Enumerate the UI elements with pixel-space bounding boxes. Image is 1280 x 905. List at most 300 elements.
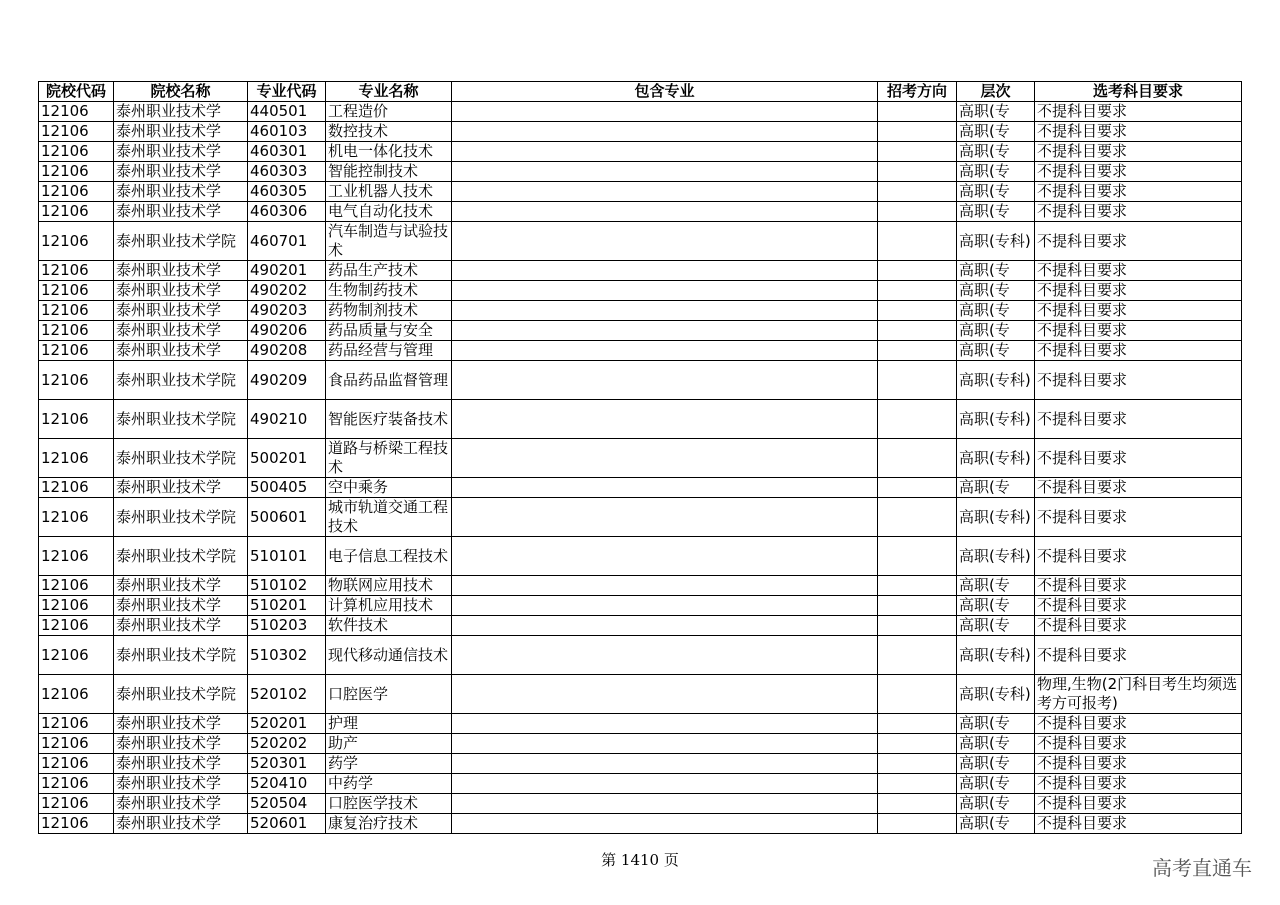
cell-direction [878,162,957,182]
cell-school-code-text: 12106 [41,714,89,732]
cell-school-name-text: 泰州职业技术学 [116,142,222,160]
cell-major-code-text: 460301 [250,142,308,160]
cell-direction [878,261,957,281]
cell-major-code-text: 520102 [250,684,308,703]
cell-school-name-text: 泰州职业技术学院 [116,507,237,526]
cell-subject-requirements-text: 不提科目要求 [1037,576,1128,594]
cell-level-text: 高职(专 [959,814,1010,832]
cell-school-code [39,714,114,734]
cell-major-name-text: 药学 [328,754,359,772]
cell-school-name-text: 泰州职业技术学 [116,734,222,752]
cell-direction [878,814,957,834]
table-row [39,162,1242,182]
cell-major-name [326,537,452,576]
cell-level [957,616,1035,636]
cell-school-code [39,636,114,675]
cell-school-code [39,321,114,341]
cell-subject-requirements-text: 不提科目要求 [1037,448,1128,467]
table-row [39,400,1242,439]
header-school-name: 院校名称 [114,82,248,102]
cell-school-name-text: 泰州职业技术学 [116,281,222,299]
cell-included-majors [452,537,878,576]
cell-school-code-text: 12106 [41,507,89,526]
cell-level-text: 高职(专 [959,142,1010,160]
cell-level-text: 高职(专 [959,261,1010,279]
cell-major-code [248,498,326,537]
cell-major-code [248,341,326,361]
cell-subject-requirements-text: 不提科目要求 [1037,341,1128,359]
cell-included-majors [452,301,878,321]
cell-major-code [248,281,326,301]
cell-subject-requirements [1035,400,1242,439]
cell-direction [878,202,957,222]
cell-school-code-text: 12106 [41,370,89,389]
table-row [39,774,1242,794]
cell-subject-requirements [1035,576,1242,596]
cell-school-name [114,537,248,576]
cell-direction [878,596,957,616]
cell-major-code [248,301,326,321]
cell-school-code-text: 12106 [41,281,89,299]
cell-subject-requirements [1035,261,1242,281]
cell-included-majors [452,202,878,222]
table-row [39,596,1242,616]
table-row [39,222,1242,261]
cell-school-code-text: 12106 [41,754,89,772]
cell-major-name-text: 口腔医学 [328,684,389,703]
cell-school-name [114,675,248,714]
cell-school-name-text: 泰州职业技术学 [116,814,222,832]
cell-school-name [114,321,248,341]
cell-included-majors [452,182,878,202]
cell-direction [878,122,957,142]
cell-subject-requirements [1035,498,1242,537]
cell-included-majors [452,794,878,814]
cell-included-majors [452,498,878,537]
cell-subject-requirements-text: 不提科目要求 [1037,370,1128,389]
cell-level-text: 高职(专 [959,182,1010,200]
cell-subject-requirements [1035,341,1242,361]
cell-major-name [326,222,452,261]
cell-major-name [326,498,452,537]
cell-major-name [326,341,452,361]
cell-included-majors [452,122,878,142]
cell-school-code [39,734,114,754]
cell-subject-requirements [1035,222,1242,261]
cell-subject-requirements-text: 不提科目要求 [1037,546,1128,565]
cell-subject-requirements [1035,142,1242,162]
cell-level [957,478,1035,498]
cell-level-text: 高职(专 [959,102,1010,120]
cell-level-text: 高职(专 [959,478,1010,496]
cell-direction [878,754,957,774]
cell-direction [878,102,957,122]
cell-school-code-text: 12106 [41,341,89,359]
cell-school-name [114,122,248,142]
cell-school-name [114,341,248,361]
cell-direction [878,616,957,636]
cell-school-code [39,794,114,814]
cell-school-name-text: 泰州职业技术学院 [116,409,237,428]
cell-major-code [248,202,326,222]
cell-major-code-text: 520201 [250,714,308,732]
cell-subject-requirements [1035,814,1242,834]
cell-major-code-text: 490201 [250,261,308,279]
cell-subject-requirements-text: 不提科目要求 [1037,321,1128,339]
cell-major-code-text: 500601 [250,507,308,526]
cell-level-text: 高职(专 [959,596,1010,614]
table-row [39,734,1242,754]
cell-level-text: 高职(专 [959,576,1010,594]
cell-major-name [326,261,452,281]
cell-level-text: 高职(专科) [959,684,1031,703]
cell-subject-requirements [1035,202,1242,222]
cell-major-code [248,537,326,576]
cell-major-code [248,478,326,498]
cell-major-name [326,576,452,596]
cell-subject-requirements [1035,596,1242,616]
cell-direction [878,361,957,400]
cell-major-code [248,734,326,754]
cell-major-name-text: 汽车制造与试验技术 [328,222,449,259]
cell-direction [878,734,957,754]
cell-major-name-text: 药物制剂技术 [328,301,419,319]
cell-major-code [248,754,326,774]
cell-major-code-text: 490203 [250,301,308,319]
cell-level [957,774,1035,794]
cell-major-name [326,734,452,754]
table-row [39,361,1242,400]
cell-school-code-text: 12106 [41,645,89,664]
cell-school-name [114,794,248,814]
cell-major-name [326,182,452,202]
cell-major-code-text: 500201 [250,448,308,467]
cell-included-majors [452,596,878,616]
cell-subject-requirements [1035,675,1242,714]
cell-subject-requirements-text: 不提科目要求 [1037,231,1128,250]
table-row [39,202,1242,222]
cell-subject-requirements [1035,537,1242,576]
cell-school-code [39,439,114,478]
cell-major-name-text: 药品经营与管理 [328,341,434,359]
cell-level-text: 高职(专 [959,162,1010,180]
cell-subject-requirements-text: 不提科目要求 [1037,507,1128,526]
cell-major-code-text: 490209 [250,370,308,389]
cell-major-name [326,794,452,814]
cell-major-name [326,122,452,142]
cell-level-text: 高职(专 [959,321,1010,339]
cell-major-name [326,714,452,734]
cell-level-text: 高职(专 [959,281,1010,299]
cell-major-name-text: 工业机器人技术 [328,182,434,200]
cell-subject-requirements-text: 不提科目要求 [1037,202,1128,220]
cell-school-code [39,341,114,361]
cell-major-code-text: 520202 [250,734,308,752]
cell-school-code [39,616,114,636]
cell-level-text: 高职(专科) [959,507,1031,526]
cell-major-code-text: 460701 [250,231,308,250]
cell-school-code [39,122,114,142]
cell-school-code [39,754,114,774]
cell-school-name-text: 泰州职业技术学 [116,301,222,319]
cell-major-name [326,596,452,616]
cell-direction [878,675,957,714]
cell-included-majors [452,142,878,162]
cell-subject-requirements [1035,636,1242,675]
cell-major-code [248,321,326,341]
cell-major-code [248,596,326,616]
cell-level [957,142,1035,162]
cell-major-code [248,814,326,834]
cell-school-code-text: 12106 [41,321,89,339]
cell-direction [878,537,957,576]
cell-major-name-text: 城市轨道交通工程技术 [328,498,449,535]
table-row [39,754,1242,774]
cell-subject-requirements [1035,281,1242,301]
table-row [39,142,1242,162]
cell-major-name-text: 护理 [328,714,359,732]
cell-subject-requirements-text: 不提科目要求 [1037,734,1128,752]
cell-major-name [326,478,452,498]
cell-subject-requirements-text: 不提科目要求 [1037,814,1128,832]
cell-major-code-text: 520601 [250,814,308,832]
cell-direction [878,478,957,498]
cell-level [957,261,1035,281]
cell-school-code-text: 12106 [41,448,89,467]
cell-level [957,734,1035,754]
cell-subject-requirements [1035,122,1242,142]
cell-level [957,341,1035,361]
cell-major-name-text: 机电一体化技术 [328,142,434,160]
cell-school-code [39,182,114,202]
cell-included-majors [452,814,878,834]
cell-subject-requirements-text: 不提科目要求 [1037,261,1128,279]
cell-direction [878,301,957,321]
cell-school-code-text: 12106 [41,684,89,703]
cell-school-name-text: 泰州职业技术学 [116,102,222,120]
cell-major-name-text: 药品质量与安全 [328,321,434,339]
cell-level [957,202,1035,222]
cell-school-code-text: 12106 [41,202,89,220]
cell-major-name-text: 计算机应用技术 [328,596,434,614]
cell-school-name [114,774,248,794]
cell-major-name-text: 生物制药技术 [328,281,419,299]
cell-subject-requirements-text: 不提科目要求 [1037,794,1128,812]
cell-level [957,361,1035,400]
cell-major-code [248,102,326,122]
cell-school-name-text: 泰州职业技术学 [116,714,222,732]
table-row [39,814,1242,834]
cell-major-code [248,162,326,182]
cell-level [957,714,1035,734]
cell-major-name [326,361,452,400]
cell-school-code-text: 12106 [41,301,89,319]
cell-school-code-text: 12106 [41,576,89,594]
cell-level [957,162,1035,182]
table-row [39,301,1242,321]
cell-major-name-text: 空中乘务 [328,478,389,496]
cell-direction [878,498,957,537]
cell-major-code [248,616,326,636]
cell-major-code [248,675,326,714]
cell-major-code-text: 510302 [250,645,308,664]
cell-subject-requirements [1035,439,1242,478]
cell-subject-requirements-text: 不提科目要求 [1037,142,1128,160]
cell-direction [878,794,957,814]
cell-direction [878,714,957,734]
cell-included-majors [452,636,878,675]
cell-school-name-text: 泰州职业技术学 [116,794,222,812]
cell-included-majors [452,734,878,754]
cell-included-majors [452,281,878,301]
header-direction: 招考方向 [878,82,957,102]
cell-major-name-text: 口腔医学技术 [328,794,419,812]
cell-major-code [248,576,326,596]
cell-major-code-text: 460303 [250,162,308,180]
cell-school-code-text: 12106 [41,596,89,614]
cell-level-text: 高职(专科) [959,546,1031,565]
cell-subject-requirements-text: 不提科目要求 [1037,645,1128,664]
cell-school-code [39,537,114,576]
cell-school-name-text: 泰州职业技术学院 [116,684,237,703]
cell-level [957,498,1035,537]
cell-school-code-text: 12106 [41,102,89,120]
cell-school-name-text: 泰州职业技术学 [116,478,222,496]
cell-level [957,182,1035,202]
cell-school-code-text: 12106 [41,814,89,832]
cell-major-name-text: 助产 [328,734,359,752]
table-row [39,281,1242,301]
cell-major-name [326,636,452,675]
cell-school-name [114,162,248,182]
cell-included-majors [452,478,878,498]
cell-included-majors [452,714,878,734]
table-row [39,182,1242,202]
cell-subject-requirements [1035,774,1242,794]
cell-major-code-text: 520504 [250,794,308,812]
cell-school-code-text: 12106 [41,182,89,200]
cell-major-name-text: 电气自动化技术 [328,202,434,220]
cell-school-name [114,576,248,596]
cell-level [957,754,1035,774]
cell-school-code [39,596,114,616]
cell-major-code [248,400,326,439]
cell-level-text: 高职(专科) [959,448,1031,467]
cell-school-code [39,102,114,122]
cell-included-majors [452,261,878,281]
cell-level [957,675,1035,714]
cell-school-code-text: 12106 [41,478,89,496]
cell-included-majors [452,439,878,478]
cell-school-code [39,142,114,162]
cell-major-code [248,142,326,162]
table-row [39,498,1242,537]
cell-major-name-text: 软件技术 [328,616,389,634]
cell-school-code [39,400,114,439]
cell-subject-requirements-text: 不提科目要求 [1037,122,1128,140]
cell-major-code [248,439,326,478]
cell-school-name [114,714,248,734]
cell-major-code [248,361,326,400]
cell-level-text: 高职(专 [959,774,1010,792]
cell-school-name [114,202,248,222]
cell-major-name [326,754,452,774]
cell-school-code-text: 12106 [41,231,89,250]
cell-direction [878,321,957,341]
cell-major-code-text: 460305 [250,182,308,200]
cell-level [957,537,1035,576]
cell-level [957,281,1035,301]
cell-school-name [114,439,248,478]
cell-major-name [326,774,452,794]
cell-subject-requirements [1035,182,1242,202]
cell-subject-requirements-text: 不提科目要求 [1037,714,1128,732]
cell-school-code-text: 12106 [41,122,89,140]
admissions-table [38,81,1242,834]
cell-school-code-text: 12106 [41,546,89,565]
cell-major-name [326,301,452,321]
cell-subject-requirements-text: 不提科目要求 [1037,596,1128,614]
cell-school-code-text: 12106 [41,162,89,180]
table-row [39,122,1242,142]
cell-school-code-text: 12106 [41,794,89,812]
cell-school-name [114,281,248,301]
table-row [39,261,1242,281]
cell-major-name [326,142,452,162]
cell-major-code-text: 490206 [250,321,308,339]
header-subject-requirements: 选考科目要求 [1035,82,1242,102]
table-row [39,576,1242,596]
cell-school-code-text: 12106 [41,261,89,279]
cell-level [957,400,1035,439]
cell-school-code [39,281,114,301]
cell-direction [878,341,957,361]
table-row [39,478,1242,498]
cell-major-code [248,122,326,142]
cell-major-name-text: 数控技术 [328,122,389,140]
cell-major-code-text: 460306 [250,202,308,220]
cell-school-name-text: 泰州职业技术学 [116,261,222,279]
cell-school-name-text: 泰州职业技术学院 [116,370,237,389]
cell-level [957,122,1035,142]
cell-major-code-text: 520301 [250,754,308,772]
cell-subject-requirements-text: 不提科目要求 [1037,616,1128,634]
cell-direction [878,281,957,301]
table-row [39,616,1242,636]
cell-level [957,301,1035,321]
cell-school-code [39,162,114,182]
cell-direction [878,576,957,596]
cell-level-text: 高职(专 [959,301,1010,319]
table-row [39,675,1242,714]
cell-included-majors [452,102,878,122]
cell-direction [878,182,957,202]
cell-subject-requirements [1035,361,1242,400]
cell-major-name-text: 食品药品监督管理 [328,370,449,389]
cell-direction [878,400,957,439]
cell-major-code-text: 520410 [250,774,308,792]
cell-level [957,596,1035,616]
cell-school-code-text: 12106 [41,409,89,428]
cell-school-code-text: 12106 [41,616,89,634]
cell-school-name-text: 泰州职业技术学院 [116,546,237,565]
cell-included-majors [452,400,878,439]
cell-major-code [248,261,326,281]
cell-major-name [326,814,452,834]
cell-school-code [39,576,114,596]
cell-level-text: 高职(专 [959,734,1010,752]
cell-level [957,576,1035,596]
